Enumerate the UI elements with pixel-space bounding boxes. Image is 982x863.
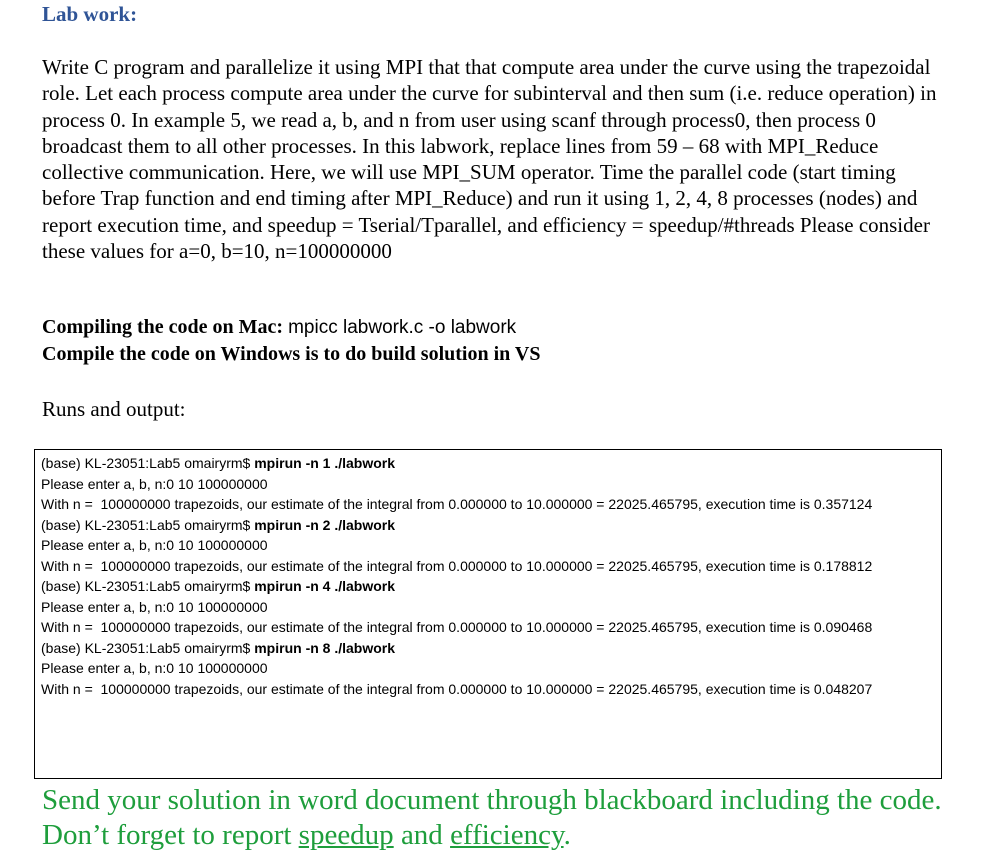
run-input-line: Please enter a, b, n:0 10 100000000 xyxy=(41,537,268,553)
submission-note: Send your solution in word document through blackboard including the code. Don’t forget to report speedup and efficiency. xyxy=(42,784,942,851)
run-result-line: With n = 100000000 trapezoids, our estimate of the integral from 0.000000 to 10.000000 = 22025.465795, execution time is 0.048207 xyxy=(41,680,873,697)
run-command: mpirun -n 2 ./labwork xyxy=(254,516,396,533)
terminal-output-box xyxy=(34,449,942,779)
efficiency-link: efficiency xyxy=(450,819,564,851)
run-input-line: Please enter a, b, n:0 10 100000000 xyxy=(41,660,268,676)
compile-windows-line: Compile the code on Windows is to do build solution in VS xyxy=(42,343,541,365)
compile-mac-line xyxy=(42,316,516,339)
speedup-link: speedup xyxy=(298,819,394,851)
runs-label: Runs and output: xyxy=(42,397,186,421)
compile-mac-label: Compiling the code on Mac: xyxy=(42,316,289,338)
run-command: mpirun -n 8 ./labwork xyxy=(254,639,396,656)
run-prompt-line: (base) KL-23051:Lab5 omairyrm$ mpirun -n 2 ./labwork xyxy=(41,516,396,533)
run-prompt-line: (base) KL-23051:Lab5 omairyrm$ mpirun -n 8 ./labwork xyxy=(41,639,396,656)
page-heading: Lab work: xyxy=(42,2,138,26)
run-command: mpirun -n 1 ./labwork xyxy=(254,455,396,471)
run-result-line: With n = 100000000 trapezoids, our estimate of the integral from 0.000000 to 10.000000 = 22025.465795, execution time is 0.357124 xyxy=(41,496,873,512)
run-input-line: Please enter a, b, n:0 10 100000000 xyxy=(41,475,268,492)
compile-mac-command: mpicc labwork.c -o labwork xyxy=(288,317,517,338)
instructions-paragraph: Write C program and parallelize it using MPI that that compute area under the curve using the trapezoidal role. Let each process compute area under the curve for subinterval and then sum (i.e. reduce operation) in process 0. In example 5, we read a, b, and n from user using scanf through process0, then process 0 broadcast them to all other processes. In this labwork, replace lines from 59 – 68 with MPI_Reduce collective communication. Here, we will use MPI_SUM operator. Time the parallel code (start timing before Trap function and end timing after MPI_Reduce) and run it using 1, 2, 4, 8 processes (nodes) and report execution time, and speedup = Tserial/Tparallel, and efficiency = speedup/#threads Please consider these values for a=0, b=10, n=100000000 xyxy=(42,55,937,264)
run-prompt-line: (base) KL-23051:Lab5 omairyrm$ mpirun -n 1 ./labwork xyxy=(41,455,396,471)
run-result-line: With n = 100000000 trapezoids, our estimate of the integral from 0.000000 to 10.000000 = 22025.465795, execution time is 0.178812 xyxy=(41,557,873,574)
run-result-line: With n = 100000000 trapezoids, our estimate of the integral from 0.000000 to 10.000000 = 22025.465795, execution time is 0.090468 xyxy=(41,619,873,635)
run-command: mpirun -n 4 ./labwork xyxy=(254,578,396,594)
run-input-line: Please enter a, b, n:0 10 100000000 xyxy=(41,598,268,615)
run-prompt-line: (base) KL-23051:Lab5 omairyrm$ mpirun -n 4 ./labwork xyxy=(41,578,396,594)
